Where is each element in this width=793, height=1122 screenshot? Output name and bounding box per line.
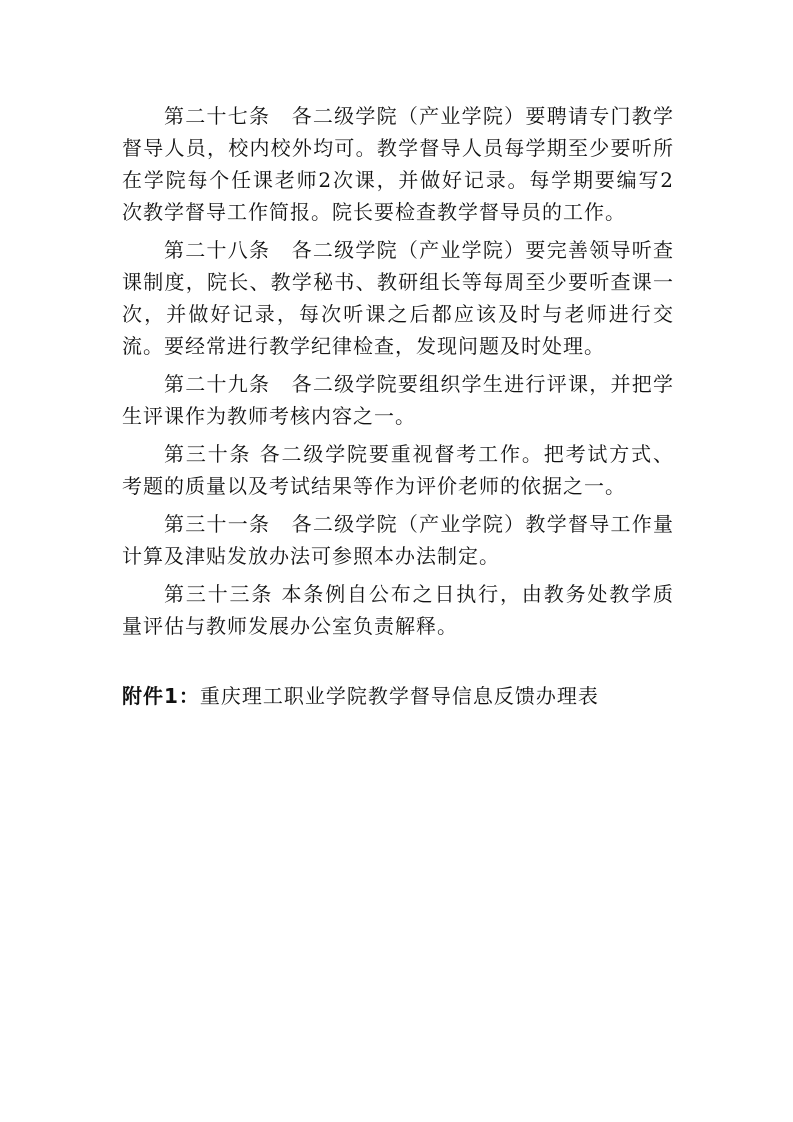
article-30: 第三十条 各二级学院要重视督考工作。把考试方式、考题的质量以及考试结果等作为评价老师的依据之一。 [122, 442, 674, 498]
article-33: 第三十三条 本条例自公布之日执行，由教务处教学质量评估与教师发展办公室负责解释。 [122, 582, 674, 638]
article-29: 第二十九条 各二级学院要组织学生进行评课，并把学生评课作为教师考核内容之一。 [122, 372, 674, 428]
article-28: 第二十八条 各二级学院（产业学院）要完善领导听查课制度，院长、教学秘书、教研组长等每周至少要听查课一次，并做好记录，每次听课之后都应该及时与老师进行交流。要经常进行教学纪律检查，发现问题及时处理。 [122, 238, 674, 358]
attachment-title: 重庆理工职业学院教学督导信息反馈办理表 [199, 684, 599, 708]
article-27: 第二十七条 各二级学院（产业学院）要聘请专门教学督导人员，校内校外均可。教学督导人员每学期至少要听所在学院每个任课老师2次课，并做好记录。每学期要编写2次教学督导工作简报。院长要检查教学督导员的工作。 [122, 104, 674, 224]
document-body [122, 100, 674, 712]
attachment-label: 附件1： [122, 684, 200, 708]
attachment-line [122, 680, 674, 712]
article-31: 第三十一条 各二级学院（产业学院）教学督导工作量计算及津贴发放办法可参照本办法制定。 [122, 512, 674, 568]
